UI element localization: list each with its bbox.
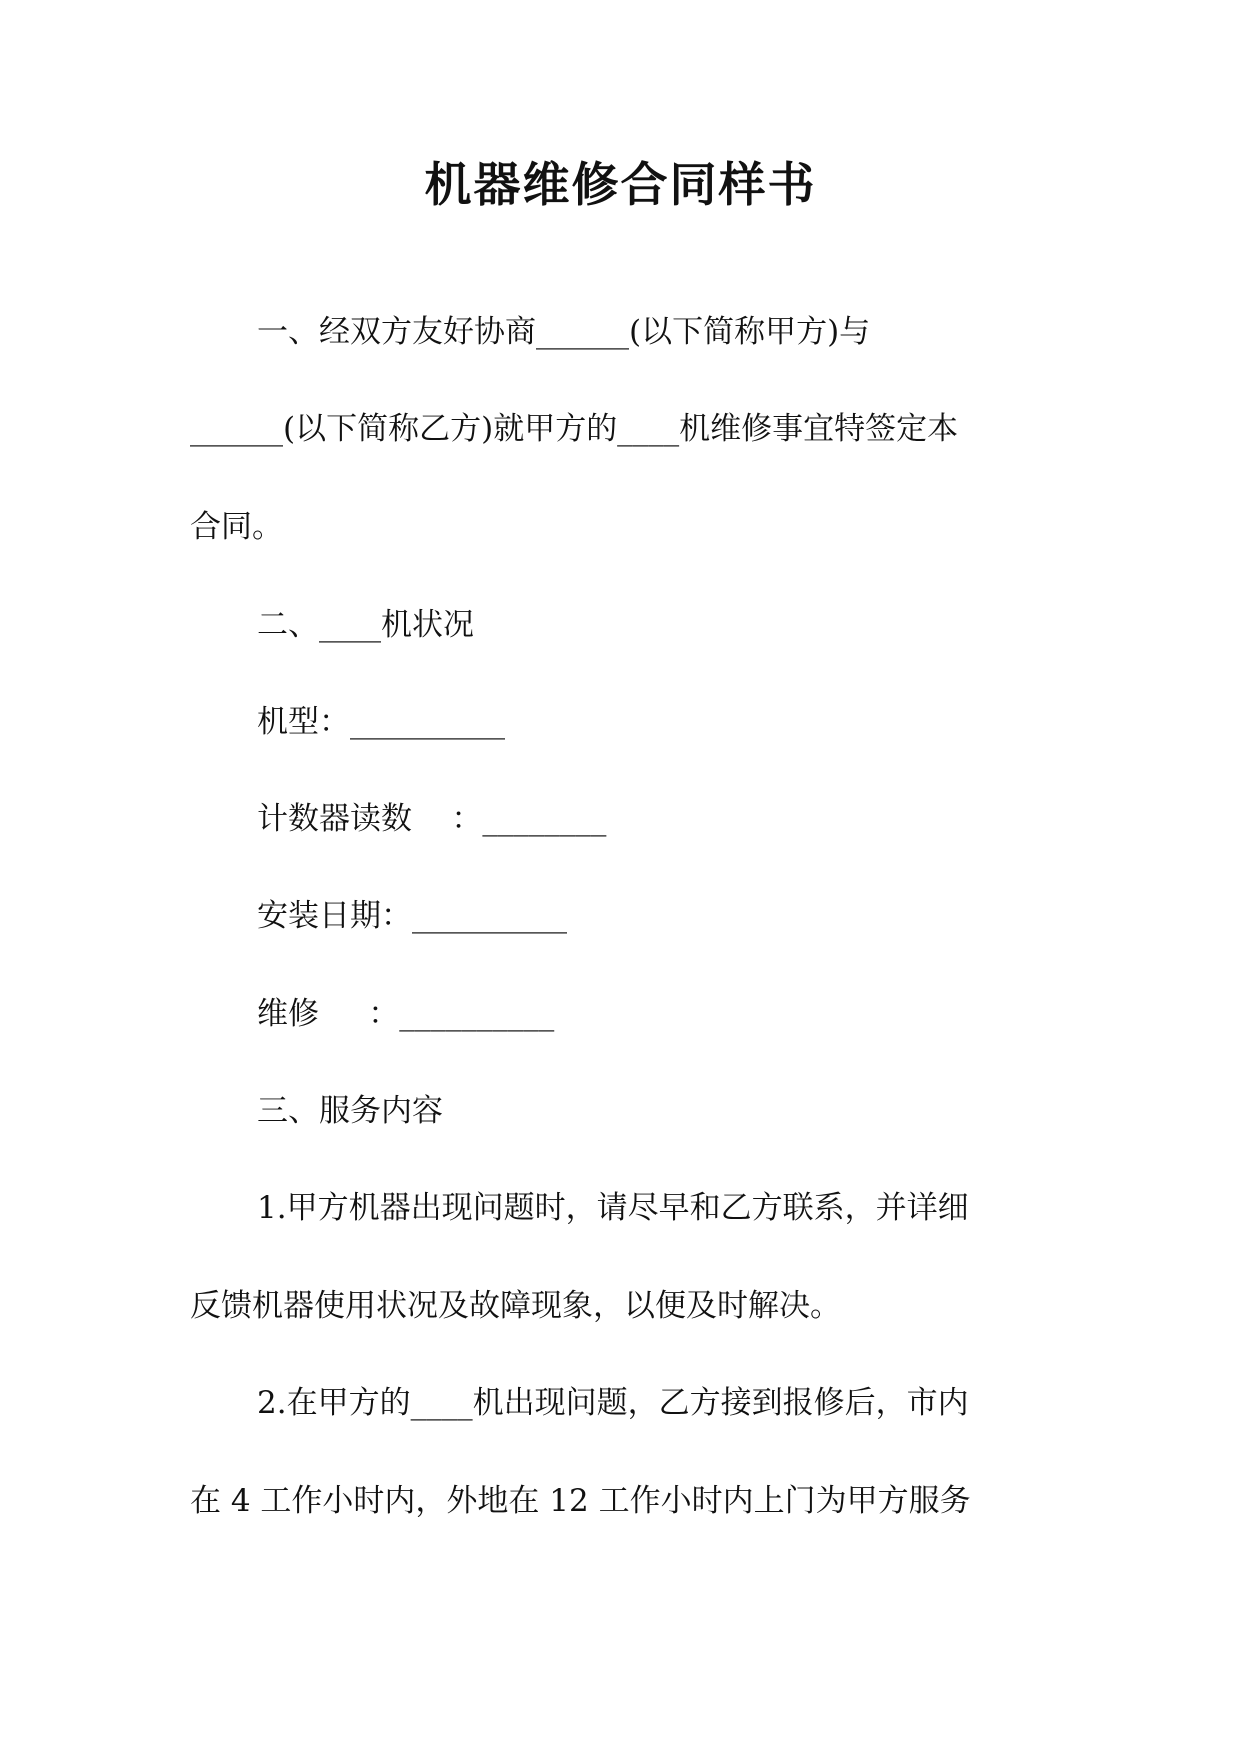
clause-2-heading: 二、____机状况 [257,607,474,643]
field-install-date: 安装日期：__________ [257,898,567,934]
item-1-line-2: 反馈机器使用状况及故障现象，以便及时解决。 [190,1288,841,1324]
field-maintenance: 维修 ：__________ [257,996,555,1032]
item-2-line-1: 2.在甲方的____机出现问题，乙方接到报修后，市内 [257,1385,969,1421]
item-2-line-2: 在 4 工作小时内，外地在 12 工作小时内上门为甲方服务 [190,1483,971,1519]
clause-1-line-3: 合同。 [190,509,283,545]
clause-1-line-1: 一、经双方友好协商______(以下简称甲方)与 [257,314,871,350]
document-title: 机器维修合同样书 [424,158,817,213]
clause-1-line-2: ______(以下简称乙方)就甲方的____机维修事宜特签定本 [190,411,959,447]
field-machine-model: 机型：__________ [257,704,505,740]
clause-3-heading: 三、服务内容 [257,1093,443,1129]
item-1-line-1: 1.甲方机器出现问题时，请尽早和乙方联系，并详细 [257,1190,969,1226]
field-counter-reading: 计数器读数 ：________ [257,801,607,837]
